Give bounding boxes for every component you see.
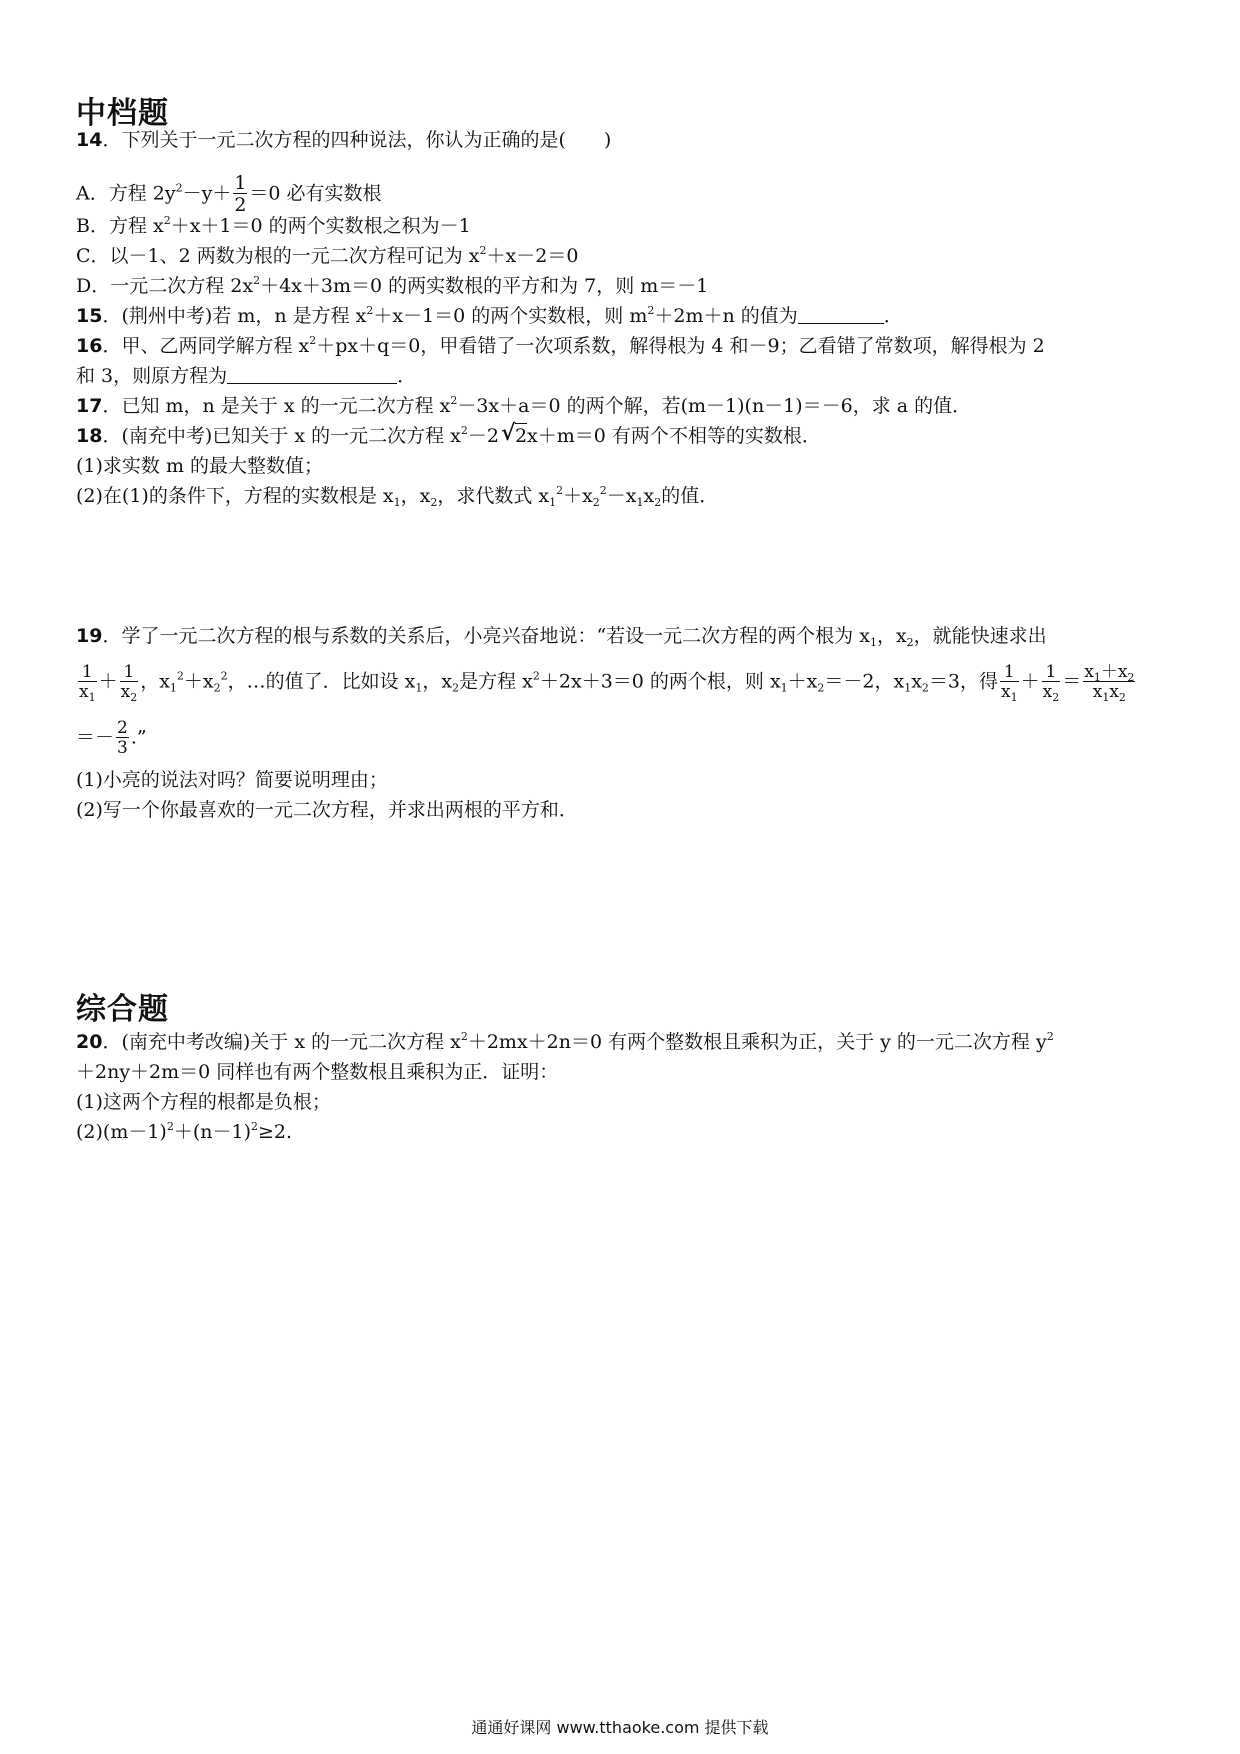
q18-number: 18 xyxy=(76,425,103,447)
section-title-mid: 中档题 xyxy=(76,96,169,131)
q18-part1: (1)求实数 m 的最大整数值； xyxy=(76,455,324,477)
q16-line1: 16．甲、乙两同学解方程 $x^2+px+q=0$，甲看错了一次项系数，解得根为 4 和－9；乙看错了常数项，解得根为 2 xyxy=(76,334,1045,357)
q20-number: 20 xyxy=(76,1031,103,1053)
q14-option-c: C．以－1、2 两数为根的一元二次方程可记为 $x^2+x-2=0$ xyxy=(76,244,579,267)
answer-blank[interactable] xyxy=(798,305,884,324)
q20-line2: ＋2ny＋2m＝0 同样也有两个整数根且乘积为正．证明： xyxy=(76,1061,559,1083)
square-root: √ 2 xyxy=(501,424,527,448)
q14-text: ．下列关于一元二次方程的四种说法，你认为正确的是( ) xyxy=(102,129,612,151)
q14-option-a: A．方程 $2y^2-y+$ $\frac{1}{2}$ ＝0 必有实数根 xyxy=(76,172,382,216)
q14-stem xyxy=(76,128,611,152)
q15: 15．(荆州中考)若 m，n 是方程 $x^2+x-1=0$ 的两个实数根，则 $m^2+2m+n$ 的值为 ． xyxy=(76,304,903,327)
q20-part2: $(2)(m-1)^2+(n-1)^2\ge 2$. xyxy=(76,1120,293,1143)
q20-part1: (1)这两个方程的根都是负根； xyxy=(76,1091,331,1113)
q15-number: 15 xyxy=(76,305,103,327)
q18-part2: (2)在(1)的条件下，方程的实数根是 $x_1$，$x_2$，求代数式 $x_1^2+x_2^2-x_1x_2$的值． xyxy=(76,484,719,509)
q19-line2: $\frac{1}{x_1}$ ＋ $\frac{1}{x_2}$ ，$x_1^2+x_2^2$，…的值了．比如设 $x_1$，$x_2$是方程 $x^2+2x+3=0$ 的两个根，则 $x_1+x_2=-2$，$x_1x_2=3$，得 $\frac{1}{x_1}$ ＋ $\frac{1}{x_2}$ ＝ $\frac{x_1+x_2}{x_1x_2}$ xyxy=(79,662,1135,704)
q19-number: 19 xyxy=(76,625,103,647)
q19-line3: ＝－ $\frac{2}{3}$ .” xyxy=(76,718,147,758)
q17: 17．已知 m，n 是关于 x 的一元二次方程 $x^2-3x+a=0$ 的两个解，若(m－1)(n－1)＝－6，求 a 的值． xyxy=(76,394,972,417)
q14-number: 14 xyxy=(76,129,103,151)
q18-stem: 18．(南充中考)已知关于 x 的一元二次方程 $x^2-2√$ 2x＋m＝0 有两个不相等的实数根． xyxy=(76,424,821,448)
q16-number: 16 xyxy=(76,335,103,357)
q14-option-b: B．方程 $x^2+x+1=0$ 的两个实数根之积为－1 xyxy=(76,214,471,237)
section-title-comprehensive: 综合题 xyxy=(76,992,169,1027)
q14-option-d: D．一元二次方程 $2x^2+4x+3m=0$ 的两实数根的平方和为 7，则 m＝－1 xyxy=(76,274,709,297)
q16-line2: 和 3，则原方程为 ． xyxy=(76,365,417,387)
footer-source: 通通好课网 www.tthaoke.com 提供下载 xyxy=(471,1718,769,1737)
q17-number: 17 xyxy=(76,395,103,417)
fraction: $\frac{1}{2}$ xyxy=(234,172,247,216)
q19-part2: (2)写一个你最喜欢的一元二次方程，并求出两根的平方和． xyxy=(76,799,578,821)
q20-line1: 20．(南充中考改编)关于 x 的一元二次方程 $x^2+2mx+2n=0$ 有两个整数根且乘积为正，关于 y 的一元二次方程 $y^2$ xyxy=(76,1030,1054,1053)
answer-blank[interactable] xyxy=(227,365,397,384)
q19-part1: (1)小亮的说法对吗？简要说明理由； xyxy=(76,769,388,791)
q19-line1: 19．学了一元二次方程的根与系数的关系后，小亮兴奋地说：“若设一元二次方程的两个根为 $x_1$，$x_2$，就能快速求出 xyxy=(76,625,1047,649)
